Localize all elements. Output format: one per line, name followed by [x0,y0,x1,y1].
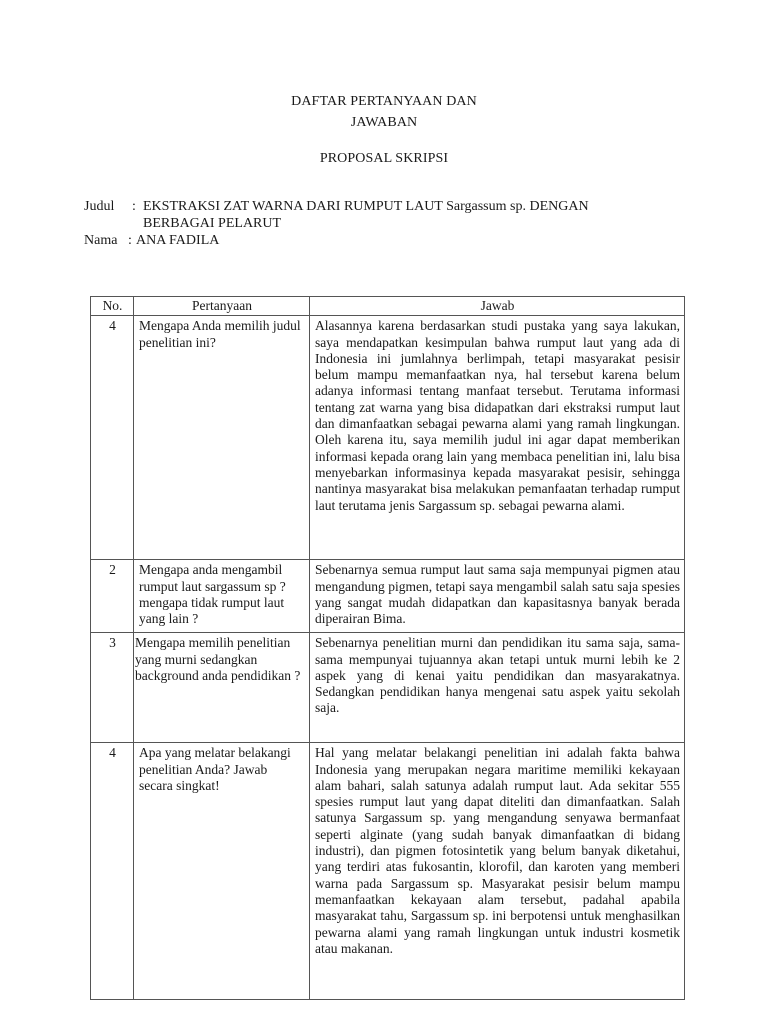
table-row [91,316,685,560]
nama-separator: : [128,233,132,248]
qa-table [90,296,685,1000]
row-answer: Alasannya karena berdasarkan studi pustaka yang saya lakukan, saya mendapatkan kesimpulan bahwa rumput laut yang ada di Indonesia ini jumlahnya berlimpah, tetapi masyarakat pesisir belum mampu memanfaatkan nya, hal tersebut karena belum adanya informasi tentang manfaat tersebut. Terutama informasi tentang zat warna yang bisa didapatkan dari ekstraksi rumput laut dan dimanfaatkan sebagai pewarna alami yang ramah lingkungan. Oleh karena itu, saya memilih judul ini agar dapat memberikan informasi kepada orang lain yang membaca penelitian ini, lalu bisa menyebarkan informasinya kepada masyarakat pesisir, sehingga nantinya masyarakat bisa melakukan pemanfaatan terhadap rumput laut terutama jenis Sargassum sp. sebagai pewarna alami. [310,316,685,560]
table-row [91,560,685,633]
header-question: Pertanyaan [134,297,310,316]
header-answer: Jawab [310,297,685,316]
question-text: Apa yang melatar belakangi penelitian Anda? Jawab secara singkat! [139,745,291,793]
header-no: No. [91,297,134,316]
table-row [91,743,685,1000]
row-number: 4 [91,316,134,560]
judul-value-line-2: BERBAGAI PELARUT [143,216,282,231]
row-number: 4 [91,743,134,1000]
judul-label: Judul [84,199,115,214]
row-answer: Sebenarnya penelitian murni dan pendidikan itu sama saja, sama-sama mempunyai tujuannya akan tetapi untuk murni lebih ke 2 aspek yang di kenai yaitu pendidikan dan masyarakatnya. Sedangkan pendidikan hanya mengenai satu aspek yaitu sekolah saja. [310,633,685,743]
question-text: Mengapa Anda memilih judul penelitian ini? [139,318,301,350]
table-header-row [91,297,685,316]
question-text: Mengapa anda mengambil rumput laut sargassum sp ? mengapa tidak rumput laut yang lain ? [139,562,286,627]
row-question [134,316,310,560]
row-answer: Sebenarnya semua rumput laut sama saja mempunyai pigmen atau mengandung pigmen, tetapi saya mengambil salah satu saja spesies yang sangat mudah didapatkan dan kapasitasnya banyak berada diperairan Bima. [310,560,685,633]
question-text: Mengapa memilih penelitian yang murni sedangkan background anda pendidikan ? [135,635,301,683]
document-subtitle: PROPOSAL SKRIPSI [319,151,449,166]
row-question [134,560,310,633]
row-question [134,633,310,743]
nama-label: Nama [84,233,118,248]
document-meta [84,198,684,250]
document-title-line-2: JAWABAN [350,115,418,130]
row-number: 2 [91,560,134,633]
row-answer: Hal yang melatar belakangi penelitian ini adalah fakta bahwa Indonesia yang merupakan negara maritime memiliki kekayaan alam bahari, salah satunya adalah rumput laut. Ada sekitar 555 spesies rumput laut yang dapat diteliti dan dimanfaatkan. Salah satunya Sargassum sp. yang mengandung senyawa bermanfaat seperti alginate (yang sudah banyak dimanfaatkan di bidang industri), dan pigmen fotosintetik yang belum banyak diketahui, yang terdiri atas fukosantin, klorofil, dan karoten yang memberi warna pada Sargassum sp. Masyarakat pesisir belum mampu memanfaatkan kekayaan alam tersebut, padahal apabila masyarakat tahu, Sargassum sp. ini berpotensi untuk menghasilkan pewarna alami yang ramah lingkungan untuk industri kosmetik atau makanan. [310,743,685,1000]
row-number: 3 [91,633,134,743]
row-question [134,743,310,1000]
table-row [91,633,685,743]
nama-value: ANA FADILA [136,233,220,248]
judul-separator: : [132,199,136,214]
judul-value-line-1: EKSTRAKSI ZAT WARNA DARI RUMPUT LAUT Sargassum sp. DENGAN [143,199,589,214]
document-title-line-1: DAFTAR PERTANYAAN DAN [291,94,477,109]
